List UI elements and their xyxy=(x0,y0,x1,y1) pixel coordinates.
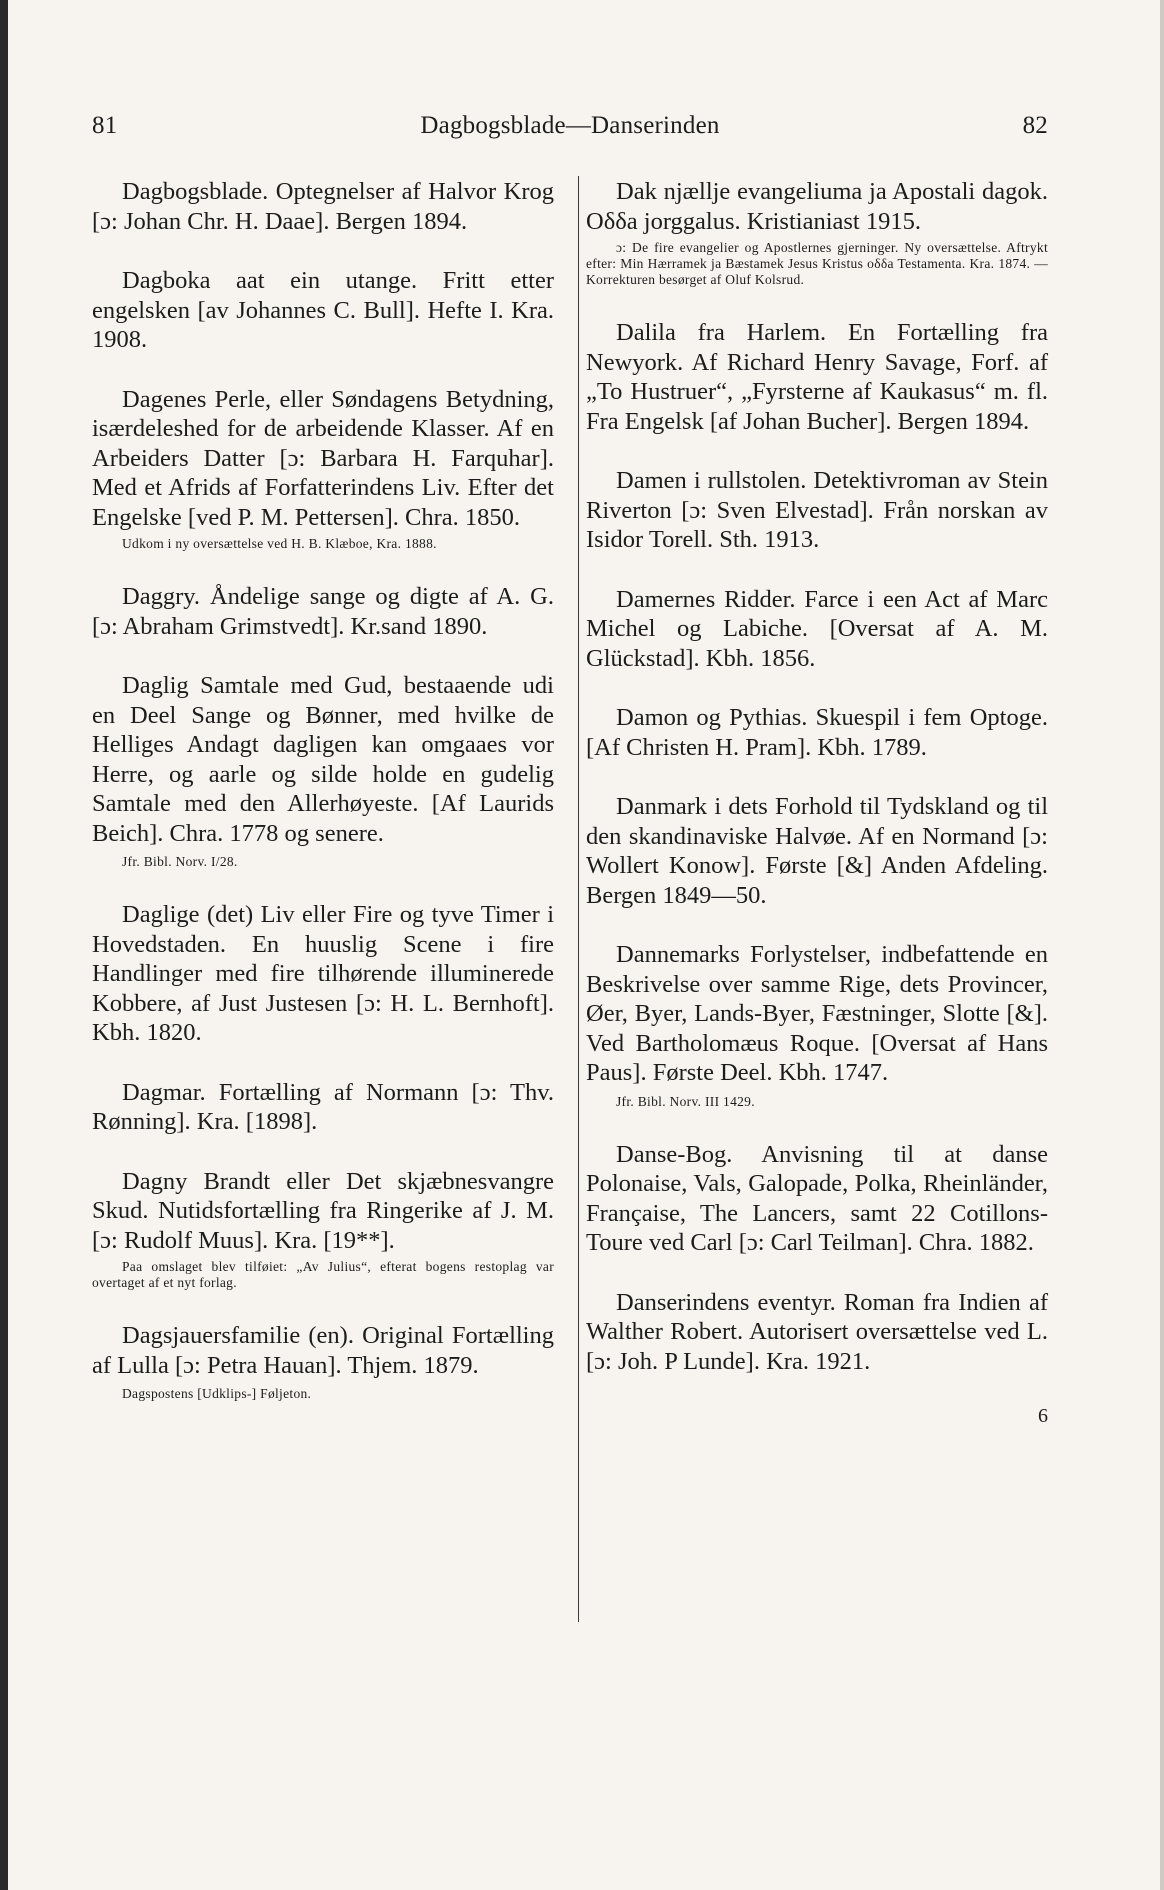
page-number-right: 82 xyxy=(1022,112,1048,139)
note-dannemarks-forlystelser: Jfr. Bibl. Norv. III 1429. xyxy=(616,1093,755,1109)
entry-danse-bog: Danse-Bog. Anvisning til at danse Polonaise, Vals, Galopade, Polka, Rheinländer, Française, The Lancers, samt 22 Cotillons-Toure ved Carl [ɔ: Carl Teilman]. Chra. 1882. xyxy=(586,1140,1048,1256)
entry-dalila: Dalila fra Harlem. En Fortælling fra Newyork. Af Richard Henry Savage, Forf. af „To Hustruer“, „Fyrsterne af Kaukasus“ m. fl. Fra Engelsk [af Johan Bucher]. Bergen 1894. xyxy=(586,319,1048,435)
running-title: Dagbogsblade—Danserinden xyxy=(420,112,720,139)
page-number-left: 81 xyxy=(92,112,118,139)
entry-danserindens-eventyr: Danserindens eventyr. Roman fra Indien af Walther Robert. Autorisert oversættelse ved L. [ɔ: Joh. P Lunde]. Kra. 1921. xyxy=(586,1288,1048,1375)
note-dagsjauersfamilie: Dagspostens [Udklips-] Føljeton. xyxy=(122,1386,312,1401)
note-dak-njaellje: ɔ: De fire evangelier og Apostlernes gjerninger. Ny oversættelse. Aftrykt efter: Min Hærramek ja Bæstamek Jesus Kristus oδδa Testamenta. Kra. 1874. — Korrekturen besørget af Oluf Kolsrud. xyxy=(586,240,1048,287)
entry-daggry: Daggry. Åndelige sange og digte af A. G. [ɔ: Abraham Grimstvedt]. Kr.sand 1890. xyxy=(92,583,554,640)
left-column xyxy=(92,177,554,1432)
entry-dagmar: Dagmar. Fortælling af Normann [ɔ: Thv. Rønning]. Kra. [1898]. xyxy=(92,1078,554,1135)
entry-danmark: Danmark i dets Forhold til Tydskland og til den skandinaviske Halvøe. Af en Normand [ɔ: Wollert Konow]. Første [&] Anden Afdeling. Bergen 1849—50. xyxy=(586,793,1048,909)
right-column xyxy=(586,177,1048,1432)
entry-damon-og-pythias: Damon og Pythias. Skuespil i fem Optoge. [Af Christen H. Pram]. Kbh. 1789. xyxy=(586,704,1048,761)
column-rule xyxy=(578,176,579,1622)
note-daglig-samtale: Jfr. Bibl. Norv. I/28. xyxy=(122,854,238,869)
entry-dagenes-perle: Dagenes Perle, eller Søndagens Betydning, isærdeleshed for de arbeidende Klasser. Af en Arbeiders Datter [ɔ: Barbara H. Farquhar]. Med et Afrids af Forfatterindens Liv. Efter det Engelske [ved P. M. Pettersen]. Chra. 1850. xyxy=(92,385,554,531)
entry-daglige-liv: Daglige (det) Liv eller Fire og tyve Timer i Hovedstaden. En huuslig Scene i fire Handlinger med fire tilhørende illuminerede Kobbere, af Just Justesen [ɔ: H. L. Bernhoft]. Kbh. 1820. xyxy=(92,901,554,1046)
entry-damen-i-rullstolen: Damen i rullstolen. Detektivroman av Stein Riverton [ɔ: Sven Elvestad]. Från norskan av Isidor Torell. Sth. 1913. xyxy=(586,467,1048,553)
entry-dannemarks-forlystelser: Dannemarks Forlystelser, indbefattende en Beskrivelse over samme Rige, dets Provincer, Øer, Byer, Lands-Byer, Fæstninger, Slotte [&]. Ved Bartholomæus Roque. [Oversat af Hans Paus]. Første Deel. Kbh. 1747. xyxy=(586,941,1048,1086)
entry-dagboka: Dagboka aat ein utange. Fritt etter engelsken [av Johannes C. Bull]. Hefte I. Kra. 1908. xyxy=(92,267,554,353)
entry-dagsjauersfamilie: Dagsjauersfamilie (en). Original Fortælling af Lulla [ɔ: Petra Hauan]. Thjem. 1879. xyxy=(92,1322,554,1379)
entry-dagbogsblade: Dagbogsblade. Optegnelser af Halvor Krog [ɔ: Johan Chr. H. Daae]. Bergen 1894. xyxy=(92,178,554,235)
scan-edge-left xyxy=(0,0,8,1890)
signature-mark: 6 xyxy=(1038,1405,1048,1427)
entry-dak-njaellje: Dak njællje evangeliuma ja Apostali dagok. Oδδa jorggalus. Kristianiast 1915. xyxy=(586,178,1048,235)
entry-damernes-ridder: Damernes Ridder. Farce i een Act af Marc Michel og Labiche. [Oversat af A. M. Glückstad]. Kbh. 1856. xyxy=(586,585,1048,672)
entry-daglig-samtale: Daglig Samtale med Gud, bestaaende udi en Deel Sange og Bønner, med hvilke de Helliges Andagt dagligen kan omgaaes vor Herre, og aarle og silde holde en gudelig Samtale med den Allerhøyeste. [Af Laurids Beich]. Chra. 1778 og senere. xyxy=(92,672,554,847)
entry-dagny-brandt: Dagny Brandt eller Det skjæbnesvangre Skud. Nutidsfortælling fra Ringerike af J. M. [ɔ: Rudolf Muus]. Kra. [19**]. xyxy=(92,1167,554,1254)
note-dagny-brandt: Paa omslaget blev tilføiet: „Av Julius“, efterat bogens restoplag var overtaget af et nyt forlag. xyxy=(92,1259,554,1290)
note-dagenes-perle: Udkom i ny oversættelse ved H. B. Klæboe, Kra. 1888. xyxy=(122,536,437,551)
scan-edge-right xyxy=(1160,0,1164,1890)
